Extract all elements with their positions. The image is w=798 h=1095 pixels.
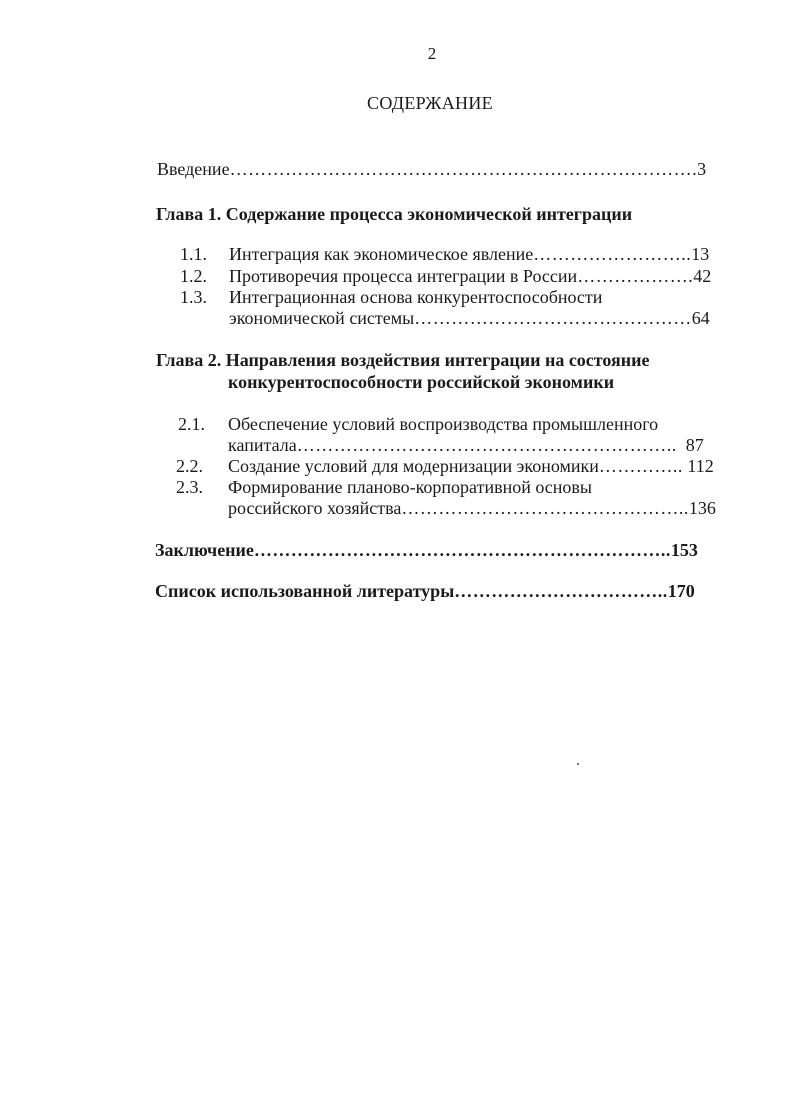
toc-label: Список использованной литературы — [155, 581, 455, 601]
toc-entry-2-1[interactable]: Обеспечение условий воспроизводства промышленного — [228, 414, 659, 434]
toc-page: 42 — [693, 266, 712, 286]
toc-entry-1-1[interactable] — [229, 243, 709, 265]
toc-num: 1.1. — [180, 244, 207, 264]
toc-page: 153 — [670, 540, 698, 560]
toc-num: 2.1. — [178, 414, 205, 434]
toc-leader: …………………………………………………….. — [296, 435, 677, 455]
toc-entry-1-2[interactable] — [229, 265, 711, 287]
toc-leader: ………………. — [577, 266, 694, 286]
chapter-2-heading[interactable]: Глава 2. Направления воздействия интеграции на состояние — [156, 350, 650, 370]
toc-entry-references[interactable] — [155, 580, 695, 602]
toc-num: 2.2. — [176, 456, 203, 476]
toc-label: Введение — [157, 159, 230, 179]
toc-label: экономической системы — [229, 308, 415, 328]
toc-leader: …………………………….. — [454, 581, 668, 601]
chapter-2-heading-cont[interactable]: конкурентоспособности российской экономики — [228, 372, 615, 392]
toc-label: Заключение — [155, 540, 254, 560]
toc-leader: ……………………………………… — [414, 308, 692, 328]
toc-page: 136 — [688, 498, 716, 518]
toc-num: 1.3. — [180, 287, 207, 307]
toc-page: 112 — [687, 456, 714, 476]
toc-page: 13 — [691, 244, 710, 264]
toc-label: Противоречия процесса интеграции в России — [229, 266, 578, 286]
toc-leader: …………………….. — [533, 244, 692, 264]
toc-entry-2-3-cont[interactable] — [228, 497, 716, 519]
toc-label: Создание условий для модернизации экономики — [228, 456, 599, 476]
toc-leader: ………………………………………………………….. — [253, 540, 671, 560]
toc-entry-intro[interactable] — [157, 158, 706, 180]
toc-entry-1-3[interactable]: Интеграционная основа конкурентоспособности — [229, 287, 603, 307]
page-title: СОДЕРЖАНИЕ — [367, 93, 493, 113]
toc-entry-2-1-cont[interactable] — [228, 434, 704, 456]
toc-entry-conclusion[interactable] — [155, 539, 698, 561]
toc-entry-1-3-cont[interactable] — [229, 307, 710, 329]
toc-leader: ………….. — [598, 456, 683, 476]
scan-speck — [577, 763, 579, 765]
page-number: 2 — [427, 44, 437, 63]
chapter-1-heading[interactable]: Глава 1. Содержание процесса экономической интеграции — [156, 204, 633, 224]
toc-label: Интеграция как экономическое явление — [229, 244, 534, 264]
toc-label: российского хозяйства — [228, 498, 402, 518]
toc-page: 3 — [697, 159, 707, 179]
toc-num: 1.2. — [180, 266, 207, 286]
toc-page: 87 — [685, 435, 704, 455]
toc-leader: …………………………………………………………………. — [229, 159, 698, 179]
toc-label: капитала — [228, 435, 297, 455]
toc-page: 64 — [691, 308, 710, 328]
toc-leader: ……………………………………….. — [401, 498, 689, 518]
toc-entry-2-3[interactable]: Формирование планово-корпоративной основы — [228, 477, 592, 497]
toc-entry-2-2[interactable] — [228, 455, 714, 477]
toc-page: 170 — [667, 581, 695, 601]
toc-num: 2.3. — [176, 477, 203, 497]
